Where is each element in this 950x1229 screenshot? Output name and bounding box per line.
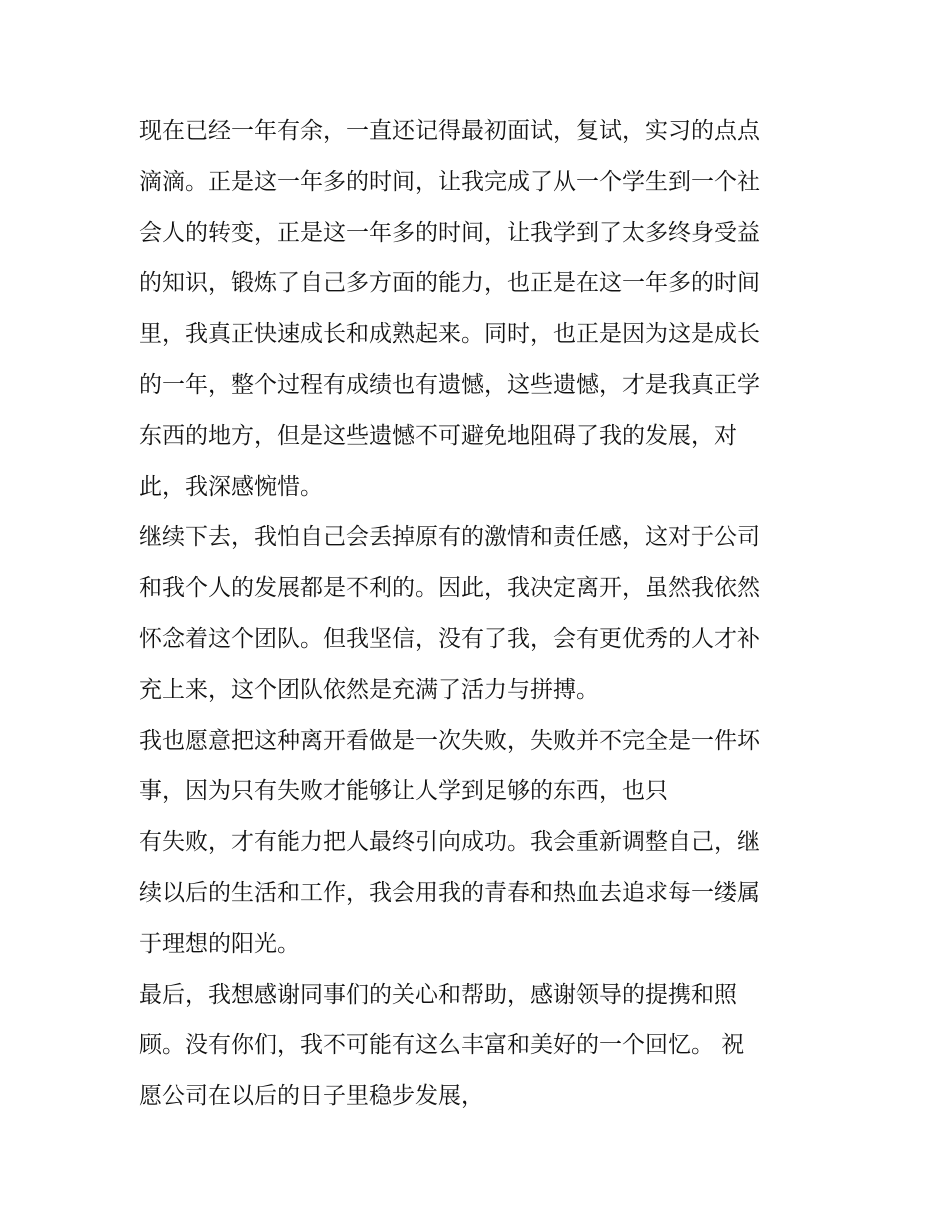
text-line: 此，我深感惋惜。: [139, 473, 323, 500]
body-text: [139, 106, 819, 1122]
text-line: 滴滴。正是这一年多的时间，让我完成了从一个学生到一个社: [139, 168, 760, 195]
text-line: 愿公司在以后的日子里稳步发展，: [139, 1083, 484, 1110]
text-line: 的知识，锻炼了自己多方面的能力，也正是在这一年多的时间: [139, 270, 760, 297]
text-line: 和我个人的发展都是不利的。因此，我决定离开，虽然我依然: [139, 575, 760, 602]
text-line: 我也愿意把这种离开看做是一次失败，失败并不完全是一件坏: [139, 727, 760, 754]
text-line: 继续下去，我怕自己会丢掉原有的激情和责任感，这对于公司: [139, 524, 760, 551]
text-line: 东西的地方，但是这些遗憾不可避免地阻碍了我的发展，对: [139, 422, 737, 449]
text-line: 里，我真正快速成长和成熟起来。同时，也正是因为这是成长: [139, 321, 760, 348]
text-line: 的一年，整个过程有成绩也有遗憾，这些遗憾，才是我真正学: [139, 371, 760, 398]
text-line: 于理想的阳光。: [139, 930, 300, 957]
text-line: 事，因为只有失败才能够让人学到足够的东西，也只: [139, 778, 668, 805]
text-line: 充上来，这个团队依然是充满了活力与拼搏。: [139, 676, 599, 703]
text-line: 有失败，才有能力把人最终引向成功。我会重新调整自己，继: [139, 829, 760, 856]
text-line: 顾。没有你们，我不可能有这么丰富和美好的一个回忆。 祝: [139, 1032, 745, 1059]
text-line: 会人的转变，正是这一年多的时间，让我学到了太多终身受益: [139, 219, 760, 246]
text-line: 最后，我想感谢同事们的关心和帮助，感谢领导的提携和照: [139, 981, 737, 1008]
text-line: 现在已经一年有余，一直还记得最初面试，复试，实习的点点: [139, 118, 760, 144]
text-line: 续以后的生活和工作，我会用我的青春和热血去追求每一缕属: [139, 879, 760, 906]
text-line: 怀念着这个团队。但我坚信，没有了我，会有更优秀的人才补: [139, 625, 760, 652]
